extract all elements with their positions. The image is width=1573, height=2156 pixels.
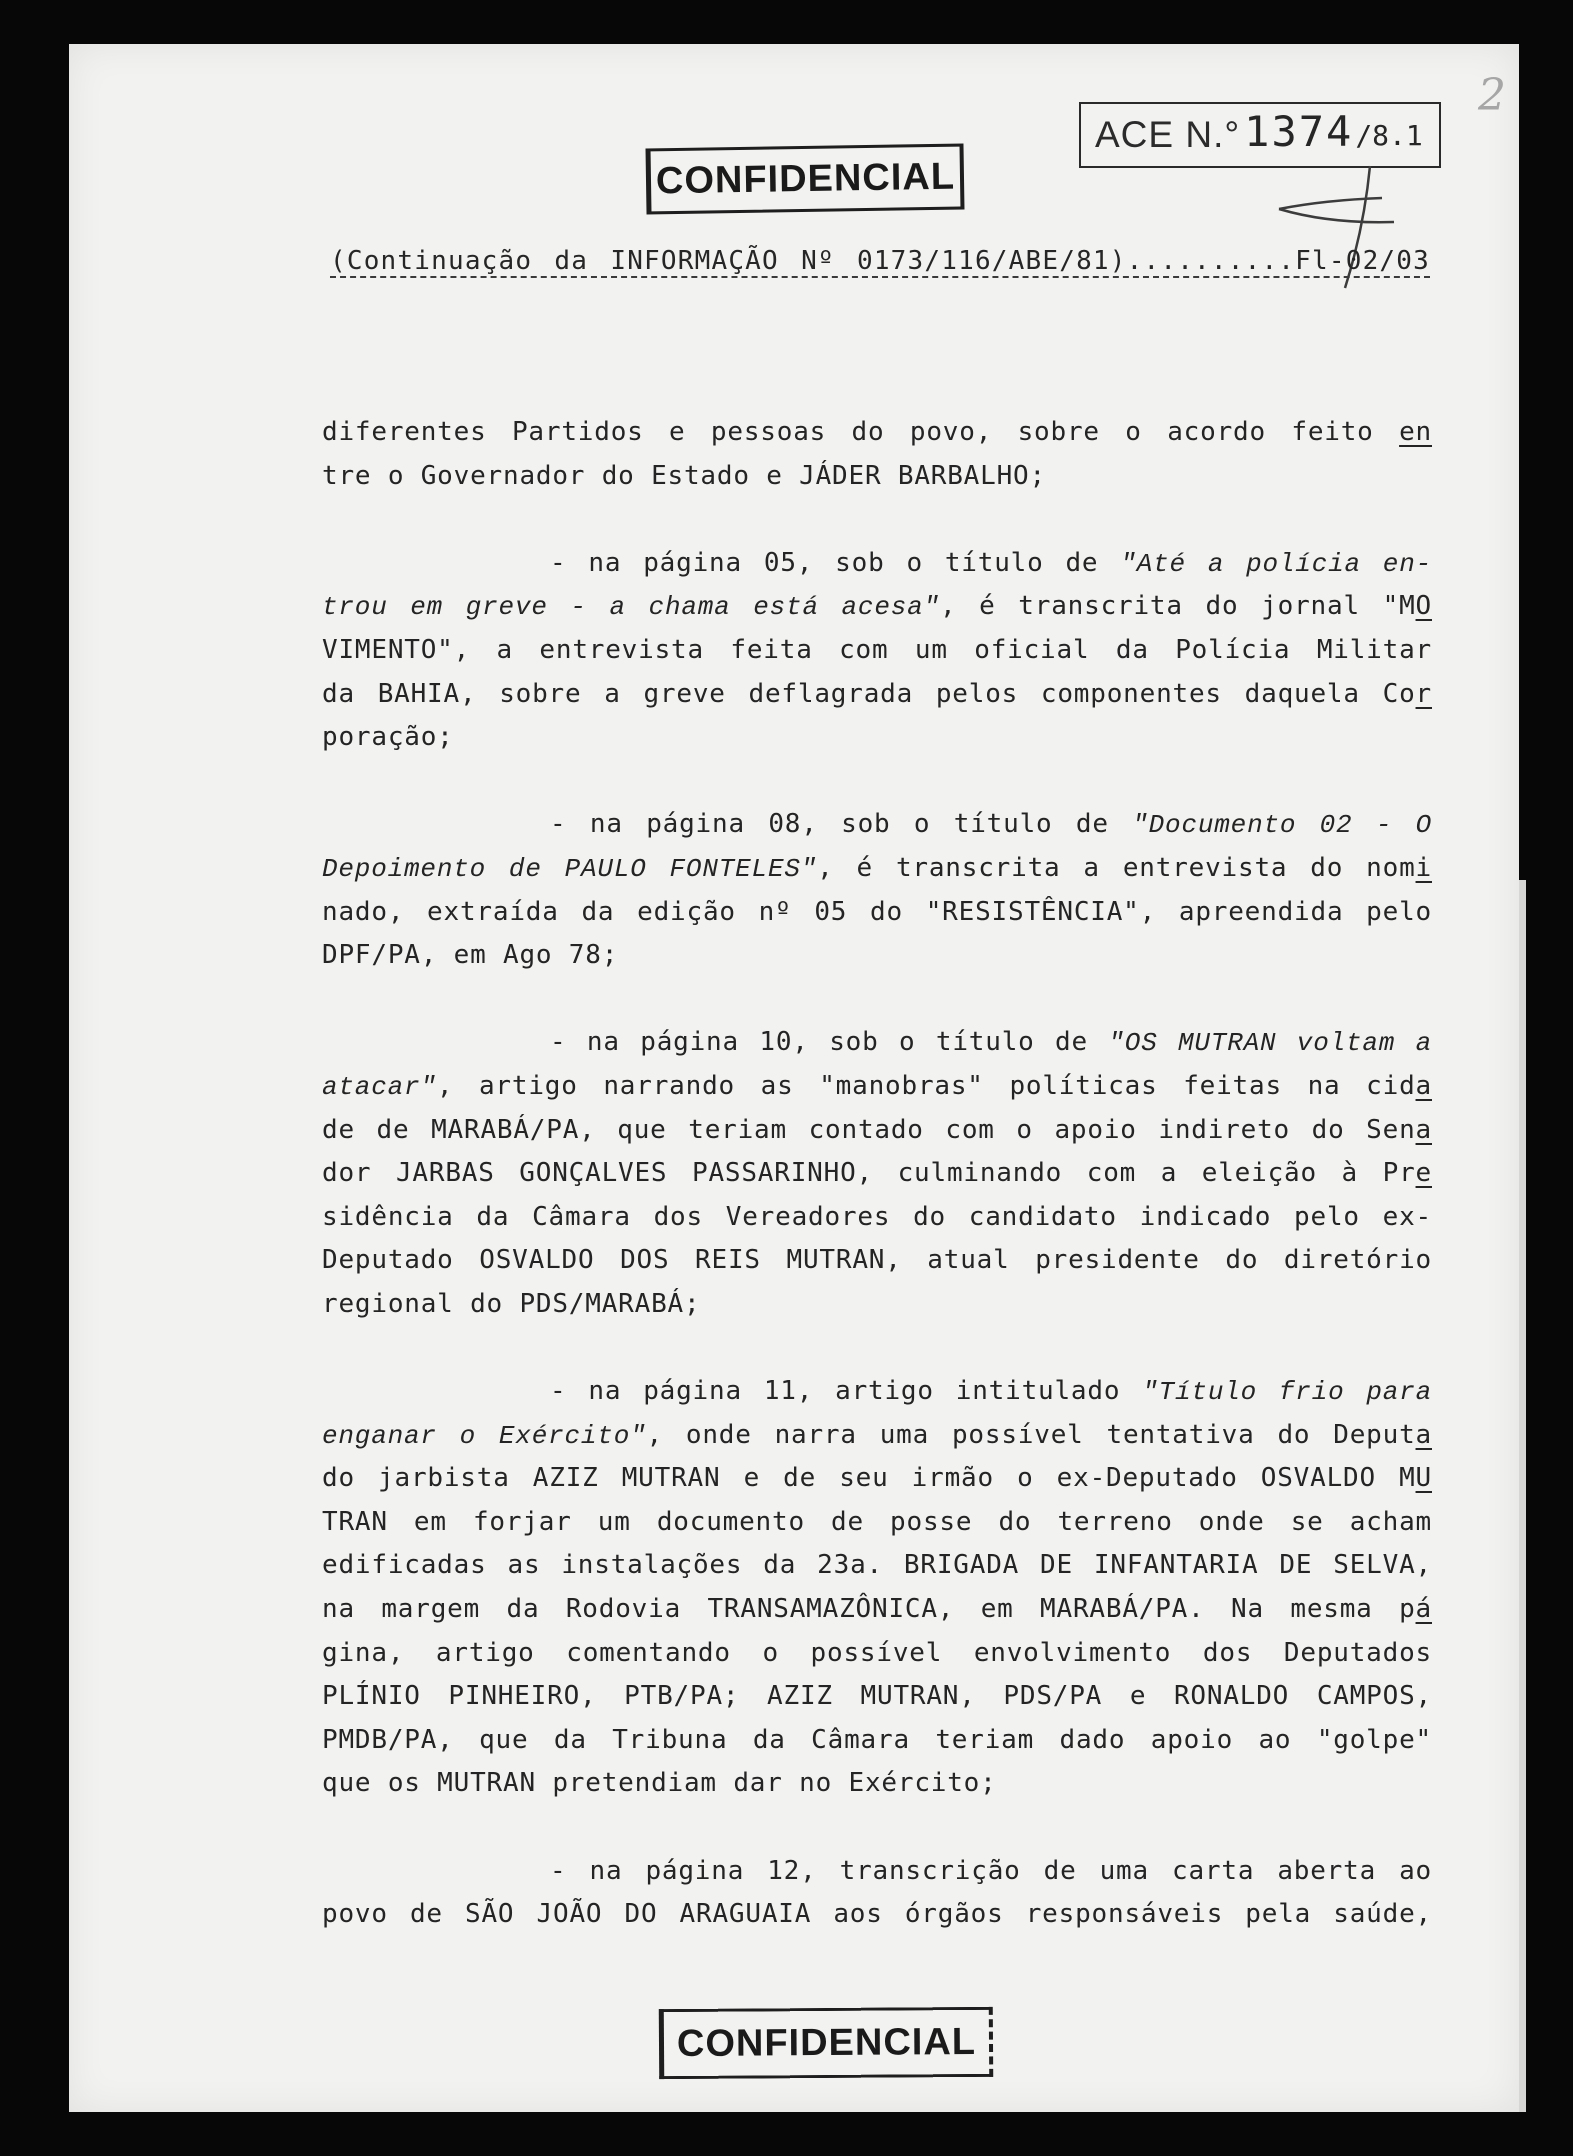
text-segment: gina, artigo comentando o possível envolvimento dos Deputados	[322, 1637, 1432, 1668]
ace-number: 1374	[1244, 106, 1354, 156]
text-segment: - na página 11, artigo intitulado	[550, 1376, 1143, 1407]
text-line	[322, 1370, 1432, 1414]
text-line	[322, 629, 1432, 673]
hyphenation-fragment: a	[1415, 1419, 1432, 1450]
italic-title: atacar"	[322, 1071, 437, 1102]
text-segment: PLÍNIO PINHEIRO, PTB/PA; AZIZ MUTRAN, PDS/PA e RONALDO CAMPOS,	[322, 1681, 1432, 1712]
text-segment: , onde narra uma possível tentativa do Deput	[646, 1419, 1416, 1450]
text-line	[322, 1501, 1432, 1545]
hyphenation-fragment: á	[1415, 1594, 1432, 1625]
text-line	[322, 1457, 1432, 1501]
text-line	[322, 1109, 1432, 1153]
italic-title: trou em greve - a chama está acesa"	[322, 592, 940, 623]
text-line	[322, 803, 1432, 847]
text-line	[322, 934, 1432, 978]
paragraph	[322, 1370, 1432, 1806]
hyphenation-fragment: O	[1415, 591, 1432, 622]
confidential-stamp-text: CONFIDENCIAL	[655, 155, 956, 202]
italic-title: Depoimento de PAULO FONTELES"	[322, 853, 818, 884]
continuation-header: (Continuação da INFORMAÇÃO Nº 0173/116/ABE/81)..........Fl-02/03	[330, 246, 1430, 276]
text-line	[322, 1588, 1432, 1632]
text-segment: , artigo narrando as "manobras" políticas feitas na cid	[436, 1070, 1416, 1101]
text-segment: - na página 08, sob o título de	[550, 809, 1133, 840]
text-segment: diferentes Partidos e pessoas do povo, sobre o acordo feito	[322, 417, 1400, 447]
text-line	[322, 1239, 1432, 1283]
text-line	[322, 1675, 1432, 1719]
hyphenation-fragment: i	[1415, 852, 1432, 883]
ace-suffix: /8.1	[1355, 118, 1423, 152]
text-line	[322, 1762, 1432, 1806]
text-segment: tre o Governador do Estado e JÁDER BARBALHO;	[322, 460, 1046, 491]
text-line	[322, 716, 1432, 760]
paragraph	[322, 411, 1432, 498]
hyphenation-fragment: r	[1415, 678, 1432, 709]
confidential-stamp-top	[646, 144, 965, 215]
text-segment: , é transcrita a entrevista do nom	[817, 852, 1416, 883]
text-line	[322, 542, 1432, 586]
text-segment: DPF/PA, em Ago 78;	[322, 940, 619, 971]
ace-label: ACE N.°	[1095, 114, 1241, 155]
text-segment: de de MARABÁ/PA, que teriam contado com o apoio indireto do Sen	[322, 1114, 1416, 1145]
text-segment: TRAN em forjar um documento de posse do terreno onde se acham	[322, 1506, 1432, 1537]
paragraph	[322, 542, 1432, 760]
italic-title: "Até a polícia en-	[1120, 548, 1433, 579]
text-line	[322, 1021, 1432, 1065]
text-line	[322, 1719, 1432, 1763]
text-line	[322, 1544, 1432, 1588]
paragraph	[322, 803, 1432, 977]
text-line	[322, 1196, 1432, 1240]
text-segment: - na página 05, sob o título de	[550, 547, 1121, 578]
italic-title: enganar o Exército"	[322, 1420, 647, 1451]
text-line	[322, 411, 1432, 455]
text-segment: regional do PDS/MARABÁ;	[322, 1288, 701, 1319]
text-segment: PMDB/PA, que da Tribuna da Câmara teriam dado apoio ao "golpe"	[322, 1724, 1432, 1755]
text-segment: do jarbista AZIZ MUTRAN e de seu irmão o ex-Deputado OSVALDO M	[322, 1463, 1416, 1494]
hyphenation-fragment: en	[1399, 417, 1432, 447]
text-line	[322, 1152, 1432, 1196]
text-line	[322, 673, 1432, 717]
text-line	[322, 891, 1432, 935]
text-line	[322, 1893, 1432, 1937]
confidential-stamp-text: CONFIDENCIAL	[676, 2020, 977, 2065]
text-segment: povo de SÃO JOÃO DO ARAGUAIA aos órgãos responsáveis pela saúde,	[322, 1899, 1432, 1930]
text-segment: , é transcrita do jornal "M	[939, 591, 1416, 622]
text-line	[322, 1283, 1432, 1327]
confidential-stamp-bottom	[659, 2007, 993, 2079]
text-segment: Deputado OSVALDO DOS REIS MUTRAN, atual presidente do diretório	[322, 1245, 1432, 1276]
italic-title: "Documento 02 - O	[1132, 810, 1432, 841]
text-line	[322, 455, 1432, 499]
text-segment: poração;	[322, 722, 454, 753]
text-segment: que os MUTRAN pretendiam dar no Exército;	[322, 1768, 997, 1799]
text-segment: sidência da Câmara dos Vereadores do candidato indicado pelo ex-	[322, 1201, 1432, 1232]
text-line	[322, 1850, 1432, 1894]
hyphenation-fragment: a	[1415, 1114, 1432, 1145]
text-segment: - na página 10, sob o título de	[550, 1027, 1109, 1058]
text-segment: nado, extraída da edição nº 05 do "RESISTÊNCIA", apreendida pelo	[322, 896, 1432, 927]
text-line	[322, 1632, 1432, 1676]
text-line	[322, 585, 1432, 629]
document-body	[322, 411, 1432, 1980]
text-segment: na margem da Rodovia TRANSAMAZÔNICA, em MARABÁ/PA. Na mesma p	[322, 1594, 1416, 1625]
text-segment: da BAHIA, sobre a greve deflagrada pelos componentes daquela Co	[322, 678, 1416, 709]
text-line	[322, 847, 1432, 891]
text-segment: VIMENTO", a entrevista feita com um oficial da Polícia Militar	[322, 634, 1432, 665]
underlying-sheet-edge	[1519, 880, 1526, 2112]
hyphenation-fragment: e	[1415, 1158, 1432, 1189]
ace-number-stamp	[1079, 102, 1441, 168]
text-segment: - na página 12, transcrição de uma carta aberta ao	[550, 1855, 1432, 1886]
hyphenation-fragment: U	[1415, 1463, 1432, 1494]
paragraph	[322, 1850, 1432, 1937]
text-segment: dor JARBAS GONÇALVES PASSARINHO, culminando com a eleição à Pr	[322, 1158, 1416, 1189]
text-line	[322, 1065, 1432, 1109]
paragraph	[322, 1021, 1432, 1326]
handwritten-page-number: 2	[1478, 70, 1506, 121]
italic-title: "Título frio para	[1142, 1377, 1432, 1408]
italic-title: "OS MUTRAN voltam a	[1108, 1028, 1432, 1059]
hyphenation-fragment: a	[1415, 1070, 1432, 1101]
text-segment: edificadas as instalações da 23a. BRIGADA DE INFANTARIA DE SELVA,	[322, 1550, 1432, 1581]
text-line	[322, 1414, 1432, 1458]
